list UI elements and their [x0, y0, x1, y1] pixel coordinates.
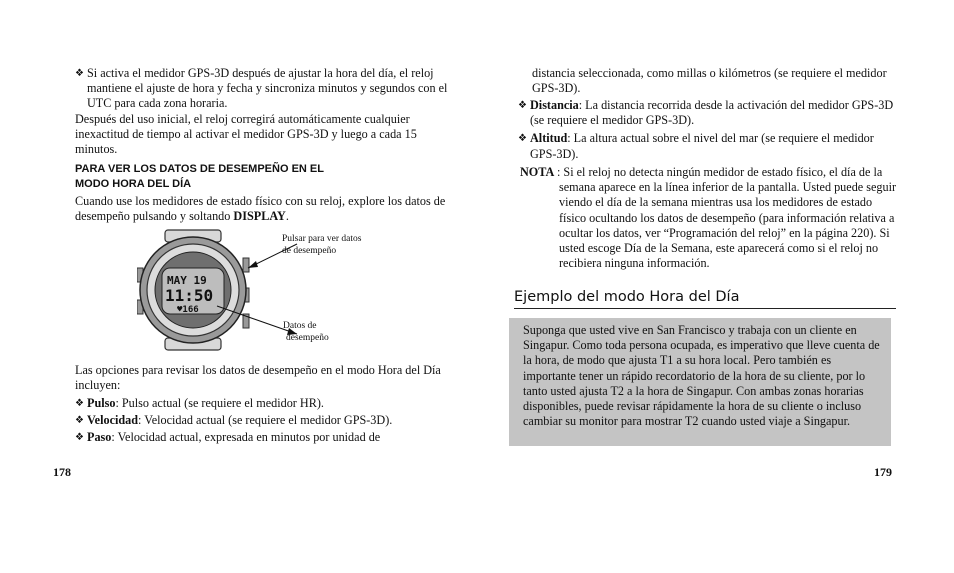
- label-line: Pulsar para ver datos: [282, 234, 362, 244]
- label-line: desempeño: [286, 333, 329, 343]
- heading-line: PARA VER LOS DATOS DE DESEMPEÑO EN EL: [75, 163, 324, 175]
- list-item-text: : Velocidad actual (se requiere el medidor GPS-3D).: [138, 413, 393, 428]
- list-item-text: : Velocidad actual, expresada en minutos por unidad de: [111, 430, 381, 445]
- label-press-display: [282, 233, 361, 257]
- watch-pulse-display: ♥166: [177, 305, 199, 315]
- bullet-icon: ❖: [75, 398, 84, 409]
- list-item: [518, 131, 898, 161]
- watch-figure: [137, 228, 417, 352]
- paragraph-display-instructions: [75, 194, 450, 224]
- watch-illustration: [137, 228, 417, 352]
- list-item-text: : Pulso actual (se requiere el medidor HR).: [115, 396, 324, 410]
- watch-date-display: MAY 19: [167, 274, 207, 287]
- list-item: [75, 413, 450, 428]
- bullet-icon: ❖: [75, 68, 84, 79]
- page-number-right: 179: [874, 465, 892, 479]
- bullet-icon: ❖: [75, 432, 84, 444]
- bullet-icon: ❖: [75, 415, 84, 427]
- paragraph-options: Las opciones para revisar los datos de desempeño en el modo Hora del Día incluyen:: [75, 363, 441, 393]
- list-item-text: : La altura actual sobre el nivel del mar (se requiere el medidor GPS-3D).: [530, 131, 874, 161]
- note-label: NOTA: [520, 165, 555, 179]
- bullet-icon: ❖: [518, 133, 527, 145]
- paragraph-text: .: [285, 209, 289, 224]
- list-item-term: Pulso: [87, 396, 116, 410]
- list-item: [75, 396, 450, 411]
- list-item-term: Distancia: [530, 98, 579, 112]
- list-item-term: Paso: [87, 430, 112, 445]
- label-performance-data: [283, 320, 329, 344]
- continued-text: distancia seleccionada, como millas o kilómetros (se requiere el medidor GPS-3D).: [532, 66, 887, 96]
- heading-line: MODO HORA DEL DÍA: [75, 178, 192, 190]
- list-item: [518, 98, 898, 128]
- note-block: [520, 165, 898, 271]
- note-text: : Si el reloj no detecta ningún medidor de estado físico, el día de la semana aparece en la línea inferior de la pantalla. Usted puede seguir viendo el día de la semana mientras usa los medidores de estado físico ocultando los datos de desempeño (para información relativa a ocultar los datos, ver “Programación del reloj” en la página 220). Si usted escoge Día de la Semana, este aparecerá como si el reloj no recibiera ninguna información.: [557, 165, 897, 271]
- bullet-text: Si activa el medidor GPS-3D después de ajustar la hora del día, el reloj mantiene el ajuste de hora y fecha y sincroniza minutos y segundos con el UTC para cada zona horaria.: [87, 66, 448, 111]
- section-heading: [75, 162, 450, 192]
- list-item: [75, 430, 450, 445]
- page-number-left: 178: [53, 465, 71, 479]
- options-list: [75, 396, 450, 446]
- list-item-term: Velocidad: [87, 413, 139, 428]
- paragraph-auto-correct: Después del uso inicial, el reloj corregirá automáticamente cualquier inexactitud de tiempo al activar el medidor GPS-3D y luego a cada 15 minutos.: [75, 112, 417, 157]
- list-item-term: Altitud: [530, 131, 568, 146]
- section-title: Ejemplo del modo Hora del Día: [514, 290, 896, 309]
- paragraph-text: Cuando use los medidores de estado físico con su reloj, explore los datos de desempeño pulsando y soltando: [75, 194, 446, 224]
- list-item-text: : La distancia recorrida desde la activación del medidor GPS-3D (se requiere el medidor GPS-3D).: [530, 98, 894, 128]
- bullet-gps-sync: [75, 66, 450, 112]
- example-box: [509, 318, 891, 446]
- display-term: DISPLAY: [233, 209, 286, 224]
- label-line: de desempeño: [282, 246, 337, 256]
- bullet-icon: ❖: [518, 100, 527, 111]
- label-line: Datos de: [283, 321, 317, 331]
- example-text: Suponga que usted vive en San Francisco y trabaja con un cliente en Singapur. Como toda persona ocupada, es imperativo que lleve cuenta de la hora, de modo que ajusta T1 a su hora local. Pero también es importante tener un rápido recordatorio de la hora de su cliente, por lo tanto usted ajusta T2 a la hora de Singapur. Con ambas zonas horarias disponibles, puede revisar rápidamente la hora de su cliente o incluso cambiar su monitor para mostrar T2 cuando usted viaje a Singapur.: [523, 323, 880, 429]
- watch-time-display: 11:50: [165, 286, 214, 305]
- options-list-continued: [518, 98, 898, 162]
